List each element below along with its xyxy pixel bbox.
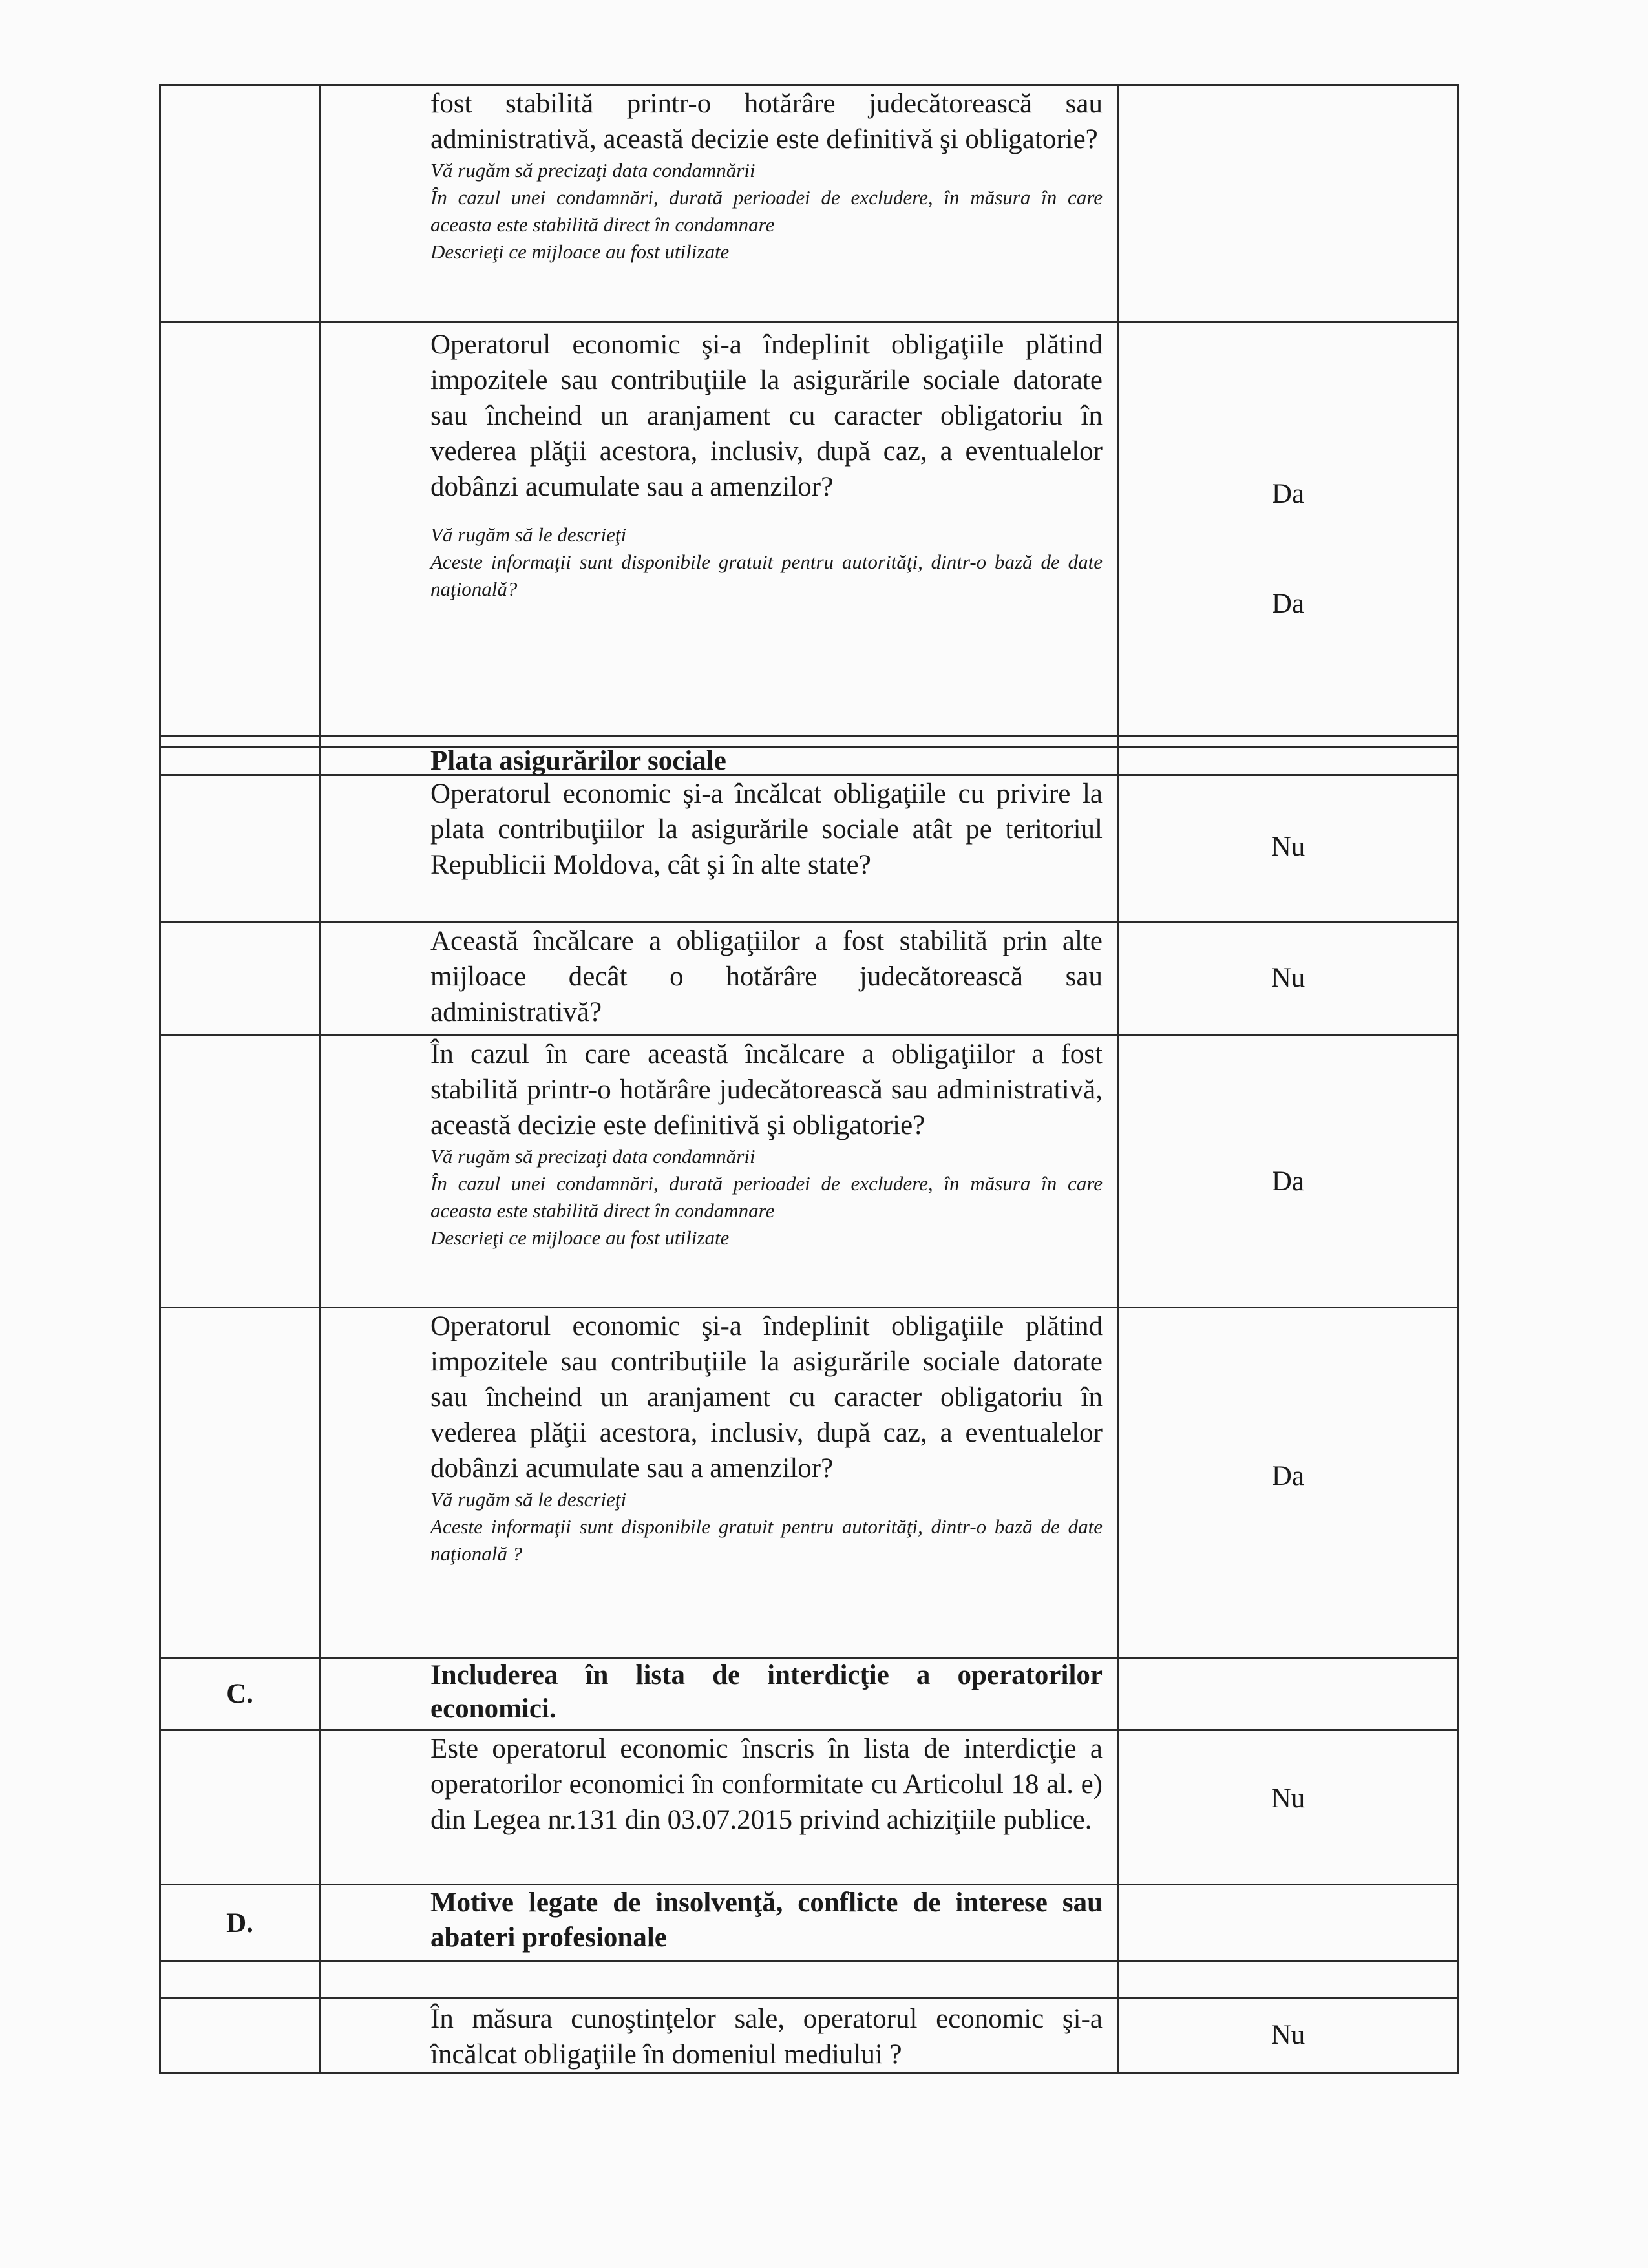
question-text: Este operatorul economic înscris în lista de interdicţie a operatorilor economici în conformitate cu Articolul 18 al. e) din Legea nr.131 din 03.07.2015 privind achiziţiile publice.	[430, 1734, 1103, 1835]
note-text: Descrieţi ce mijloace au fost utilizate	[430, 240, 730, 263]
table-row	[160, 775, 1459, 923]
section-label: D.	[160, 1885, 320, 1962]
answer-text: Nu	[1271, 1783, 1305, 1814]
answer-text: Da	[1271, 589, 1305, 619]
spacer-row	[160, 736, 1459, 748]
table-row	[160, 1308, 1459, 1658]
answer-text: Nu	[1271, 2020, 1305, 2050]
table-row	[160, 322, 1459, 736]
note-text: Aceste informaţii sunt disponibile gratuit pentru autorităţi, dintr-o bază de date naţională?	[430, 551, 1103, 600]
section-heading: Plata asigurărilor sociale	[430, 746, 726, 776]
table-row	[160, 923, 1459, 1036]
section-label: C.	[160, 1658, 320, 1730]
table-row	[160, 85, 1459, 322]
answer-text: Da	[1271, 1461, 1305, 1491]
question-text: Această încălcare a obligaţiilor a fost stabilită prin alte mijloace decât o hotărâre judecătorească sau administrativă?	[430, 926, 1103, 1027]
section-heading: Includerea în lista de interdicţie a operatorilor economici.	[430, 1660, 1103, 1724]
answer-text: Da	[1271, 1166, 1305, 1197]
answer-text: Nu	[1271, 832, 1305, 862]
spacer-row	[160, 1962, 1459, 1998]
table-row	[160, 1730, 1459, 1885]
table-row	[160, 1998, 1459, 2074]
note-text: Vă rugăm să le descrieţi	[430, 523, 627, 546]
note-text: Vă rugăm să precizaţi data condamnării	[430, 1145, 755, 1168]
question-text: Operatorul economic şi-a îndeplinit obligaţiile plătind impozitele sau contribuţiile la asigurările sociale datorate sau încheind un aranjament cu caracter obligatoriu în vederea plăţii acestora, inclusiv, după caz, a eventualelor dobânzi acumulate sau a amenzilor?	[430, 1311, 1103, 1484]
table-row	[160, 1036, 1459, 1308]
note-text: În cazul unei condamnări, durată perioadei de excludere, în măsura în care aceasta este stabilită direct în condamnare	[430, 186, 1103, 236]
criteria-table	[159, 84, 1459, 2074]
table-row	[160, 748, 1459, 775]
note-text: Vă rugăm să le descrieţi	[430, 1488, 627, 1511]
note-text: Descrieţi ce mijloace au fost utilizate	[430, 1226, 730, 1249]
question-text: În măsura cunoştinţelor sale, operatorul economic şi-a încălcat obligaţiile în domeniul mediului ?	[430, 2004, 1103, 2070]
answer-text: Nu	[1271, 963, 1305, 993]
answer-text: Da	[1271, 479, 1305, 509]
question-text: Operatorul economic şi-a îndeplinit obligaţiile plătind impozitele sau contribuţiile la asigurările sociale datorate sau încheind un aranjament cu caracter obligatoriu în vederea plăţii acestora, inclusiv, după caz, a eventualelor dobânzi acumulate sau a amenzilor?	[430, 330, 1103, 502]
question-text: În cazul în care această încălcare a obligaţiilor a fost stabilită printr-o hotărâre judecătorească sau administrativă, această decizie este definitivă şi obligatorie?	[430, 1039, 1103, 1140]
table-row	[160, 1658, 1459, 1730]
question-text: fost stabilită printr-o hotărâre judecătorească sau administrativă, această decizie este definitivă şi obligatorie?	[430, 89, 1103, 154]
table-row	[160, 1885, 1459, 1962]
note-text: Aceste informaţii sunt disponibile gratuit pentru autorităţi, dintr-o bază de date naţională ?	[430, 1515, 1103, 1565]
note-text: În cazul unei condamnări, durată perioadei de excludere, în măsura în care aceasta este stabilită direct în condamnare	[430, 1172, 1103, 1222]
section-heading: Motive legate de insolvenţă, conflicte de interese sau abateri profesionale	[430, 1887, 1103, 1953]
question-text: Operatorul economic şi-a încălcat obligaţiile cu privire la plata contribuţiilor la asigurările sociale atât pe teritoriul Republicii Moldova, cât şi în alte state?	[430, 779, 1103, 880]
note-text: Vă rugăm să precizaţi data condamnării	[430, 159, 755, 182]
